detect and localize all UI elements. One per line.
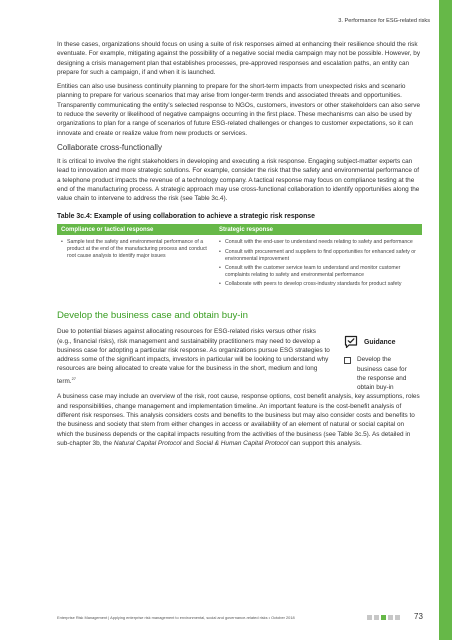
list-item	[219, 239, 416, 246]
paragraph-stakeholders: It is critical to involve the right stakeholders in developing and executing a risk response. Engaging subject-matter experts can lead to innovation and more strategic solutions. For example, consider the risk that the safety and environmental performance of a telephone product impacts the revenue of a technology company. A tactical response may focus on compliance testing at the end of the manufacturing process. A strategic approach may use cross-functional collaboration to identify opportunities along the value chain to intervene to address the risk (see Table 3c.4).	[57, 157, 420, 203]
table-header-row	[57, 224, 422, 235]
paragraph-text: and	[181, 439, 196, 447]
guidance-box	[344, 335, 414, 392]
list-item	[61, 239, 209, 259]
bullet-marker: •	[219, 239, 221, 246]
paragraph-crisis-plan: In these cases, organizations should focus on using a suite of risk responses aimed at enhancing their resilience should the risk eventuate. For example, mitigating against the possibility of a negative social media campaign may not be possible. However, by designing a crisis management plan that establishes processes, pre-approved responses and escalation paths, an entity can prepare for such a campaign, if and when it is launched.	[57, 41, 421, 76]
page-number: 73	[414, 612, 423, 621]
footnote-ref[interactable]: 27	[71, 375, 77, 381]
table-cell-strategic	[213, 239, 422, 290]
list-item-text: Consult with procurement and suppliers to find opportunities for enhanced safety or environmental improvement	[225, 248, 416, 262]
protocol-name: Natural Capital Protocol	[113, 439, 182, 447]
progress-square-active	[381, 615, 386, 620]
protocol-name: Social & Human Capital Protocol	[195, 439, 289, 447]
progress-square	[395, 615, 400, 620]
table-header-compliance: Compliance or tactical response	[61, 226, 154, 233]
page-footer: Enterprise Risk Management | Applying enterprise risk management to environmental, social and governance-related risks • October 2018	[57, 615, 295, 620]
list-item-text: Consult with the customer service team to understand and monitor customer complaints relating to safety and environmental performance	[225, 264, 401, 278]
list-item-text: Collaborate with peers to develop cross-industry standards for product safety	[225, 280, 402, 287]
progress-square	[367, 615, 372, 620]
checkbox-icon[interactable]	[344, 357, 351, 364]
guidance-item-text: Develop the business case for the response and obtain buy-in	[357, 356, 407, 392]
list-item-text: Consult with the end-user to understand needs relating to safety and performance	[225, 239, 413, 246]
guidance-item	[344, 355, 414, 392]
paragraph-continuity: Entities can also use business continuity planning to prepare for the short-term impacts from unexpected risks and scenario planning to prepare for various scenarios that may arise from longer-term trends and associated threats and opportunities. Transparently communicating the entity’s selected response to NGOs, customers, investors or other stakeholders can also serve to reduce the severity or likelihood of negative campaigns occurring in the first place. These mechanisms can also be used by organizations to plan for a range of scenarios of future ESG-related challenges or changes to customer expectations, so it can innovate and create or realize value from new products or services.	[57, 83, 421, 137]
table-body-row	[57, 235, 422, 296]
subheading-collaborate: Collaborate cross-functionally	[57, 142, 162, 152]
table-header-strategic: Strategic response	[219, 226, 274, 233]
table-title: Table 3c.4: Example of using collaboration to achieve a strategic risk response	[57, 213, 315, 221]
page-progress-marks	[367, 615, 400, 620]
guidance-title: Guidance	[364, 338, 396, 346]
progress-square	[374, 615, 379, 620]
paragraph-biases-text: Due to potential biases against allocating resources for ESG-related risks versus other risks (e.g., financial risks), risk management and sustainability practitioners may need to develop a business case for adopting a particular risk response. As organizations pursue ESG strategies to address some of the significant impacts, investors in particular will be looking to understand why resources are being allocated to create value for the business in the short, medium and long term.	[57, 328, 330, 385]
list-item	[219, 265, 416, 279]
running-header: 3. Performance for ESG-related risks	[338, 18, 430, 24]
main-content	[57, 40, 422, 453]
table-cell-compliance	[57, 239, 213, 290]
bullet-marker: •	[61, 239, 63, 246]
paragraph-business-case-content	[57, 392, 422, 448]
collaboration-table	[57, 224, 422, 296]
business-case-block	[57, 327, 422, 392]
business-case-text	[57, 327, 330, 392]
list-item-text: Sample test the safety and environmental performance of a product at the end of the manufacturing process and conduct root cause analysis to identify major issues	[67, 239, 207, 260]
section-heading-business-case: Develop the business case and obtain buy-in	[57, 310, 248, 322]
progress-square	[388, 615, 393, 620]
guidance-header	[344, 335, 414, 349]
side-accent-bar	[439, 0, 452, 640]
bullet-marker: •	[219, 280, 221, 287]
paragraph-text: A business case may include an overview of the risk, root cause, response options, cost benefit analysis, key assumptions, roles and responsibilities, change management and implementation timeline. An important feature is the cost-benefit analysis of different risk responses. This analysis considers costs and benefits to the business but may also consider costs and benefits to the business and society that stem from either changes in access or availability of an element of natural or social capital on which the business depends or the capital impacts resulting from the activities of the business (see Table 3c.5). As detailed in sub-chapter 3b, the	[57, 393, 420, 447]
list-item	[219, 249, 416, 263]
bullet-marker: •	[219, 248, 221, 255]
list-item	[219, 281, 416, 288]
paragraph-biases	[57, 327, 330, 386]
chat-check-icon	[344, 335, 358, 349]
bullet-marker: •	[219, 264, 221, 271]
paragraph-text: can support this analysis.	[288, 439, 362, 447]
